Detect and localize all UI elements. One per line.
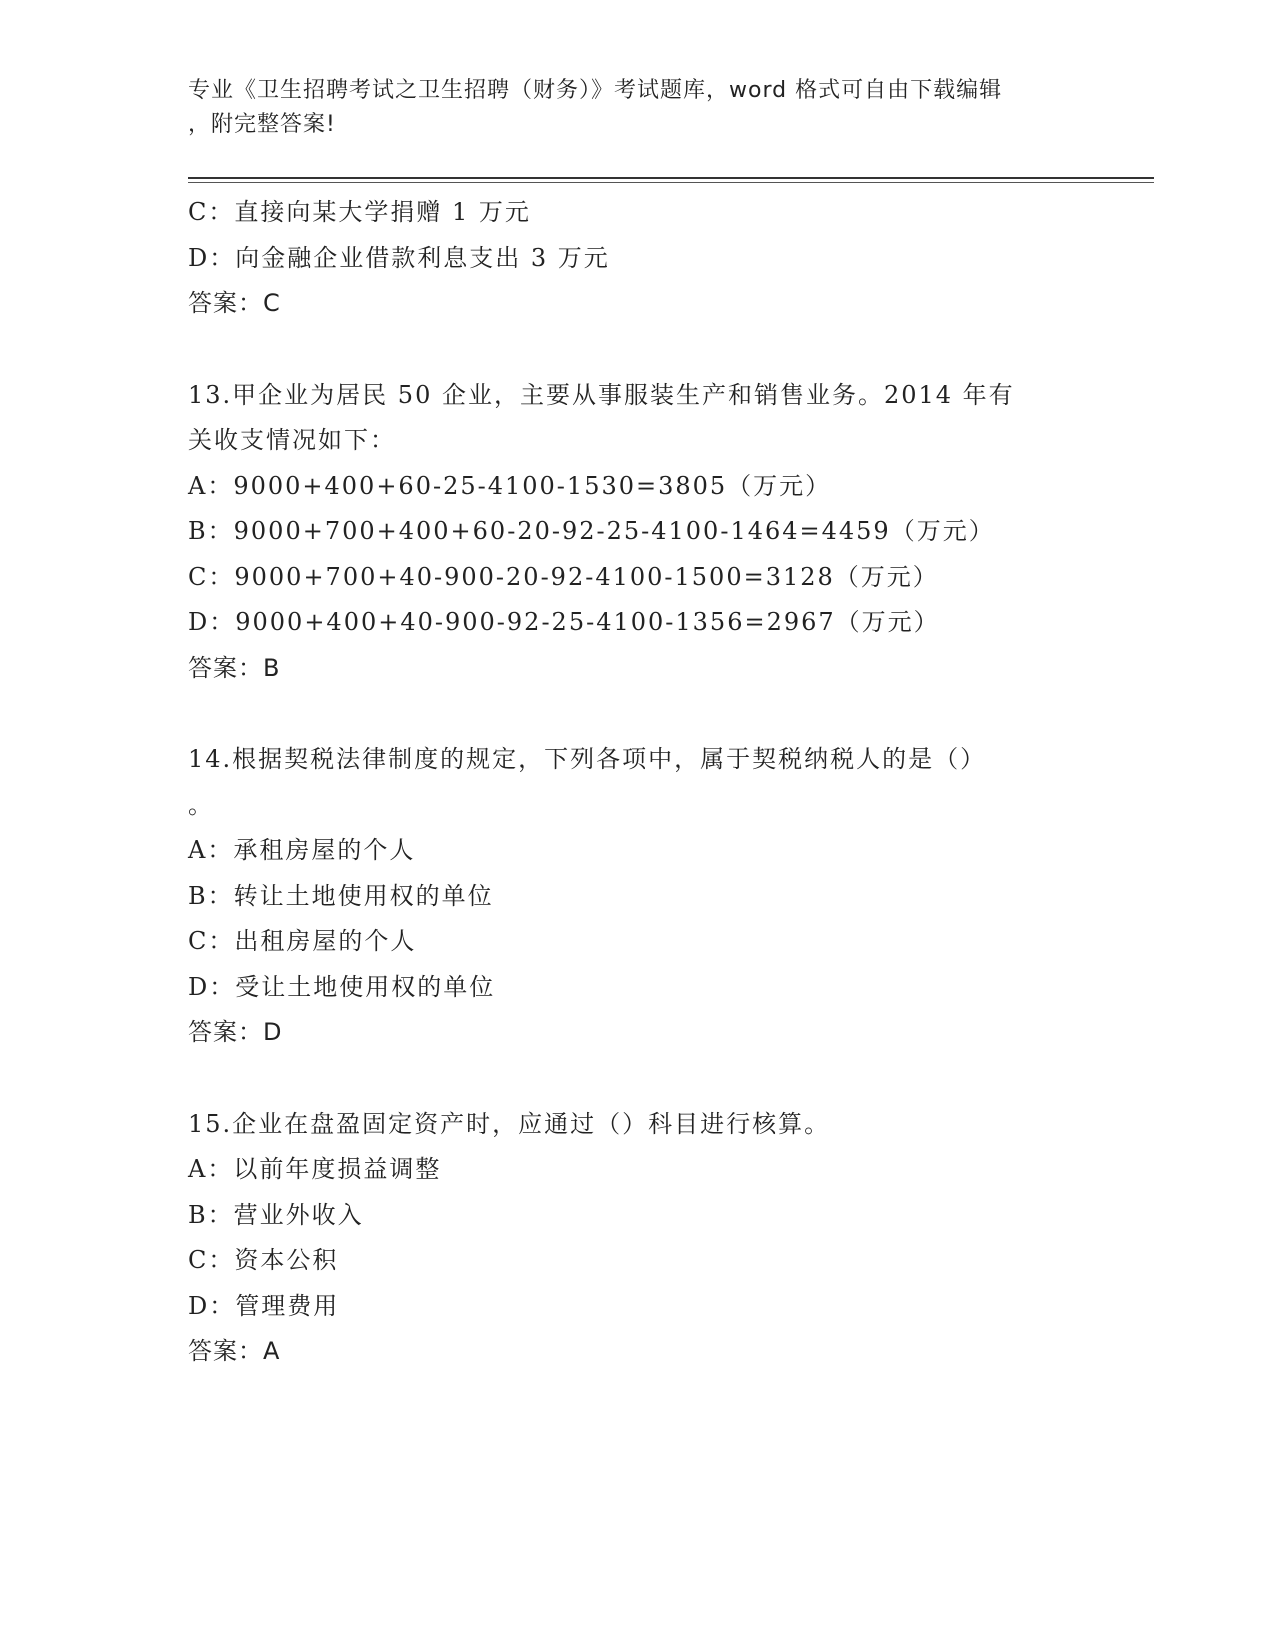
question-13 [188, 373, 1088, 692]
header-title-line-2: ，附完整答案! [188, 112, 336, 137]
option-b: B：营业外收入 [188, 1200, 364, 1229]
option-b: B：转让土地使用权的单位 [188, 881, 494, 910]
question-stem: 15.企业在盘盈固定资产时，应通过（）科目进行核算。 [188, 1109, 831, 1138]
option-d: D：9000+400+40-900-92-25-4100-1356=2967（万元） [188, 608, 940, 636]
option-c: C：出租房屋的个人 [188, 927, 417, 955]
option-b: B：9000+700+400+60-20-92-25-4100-1464=4459（万元） [188, 517, 995, 545]
document-header [188, 74, 1088, 142]
header-title-line-1: 专业《卫生招聘考试之卫生招聘（财务）》考试题库，word 格式可自由下载编辑 [188, 78, 1003, 103]
answer-line: 答案：A [188, 1337, 281, 1365]
option-a: A：以前年度损益调整 [188, 1155, 442, 1183]
option-d: D：向金融企业借款利息支出 3 万元 [188, 243, 610, 272]
spacer [188, 327, 1088, 373]
answer-line: 答案：B [188, 653, 281, 682]
option-a: A：9000+400+60-25-4100-1530=3805（万元） [188, 471, 832, 500]
question-stem-line-2: 关收支情况如下： [188, 426, 396, 454]
question-stem-line-1: 14.根据契税法律制度的规定，下列各项中，属于契税纳税人的是（） [188, 745, 987, 773]
option-d: D：管理费用 [188, 1291, 340, 1320]
option-a: A：承租房屋的个人 [188, 836, 416, 864]
question-content [188, 190, 1088, 1375]
spacer [188, 691, 1088, 737]
question-14 [188, 737, 1088, 1056]
answer-line: 答案：C [188, 289, 281, 317]
option-c: C：直接向某大学捐赠 1 万元 [188, 198, 531, 226]
question-stem-line-2: 。 [188, 790, 214, 819]
header-divider-thick [188, 177, 1154, 179]
answer-line: 答案：D [188, 1018, 283, 1046]
option-c: C：9000+700+40-900-20-92-4100-1500=3128（万元） [188, 562, 939, 591]
header-divider-thin [188, 182, 1154, 183]
question-15 [188, 1102, 1088, 1375]
question-12-tail [188, 190, 1088, 327]
question-stem-line-1: 13.甲企业为居民 50 企业，主要从事服装生产和销售业务。2014 年有 [188, 380, 1015, 409]
option-c: C：资本公积 [188, 1246, 339, 1274]
spacer [188, 1056, 1088, 1102]
option-d: D：受让土地使用权的单位 [188, 972, 496, 1001]
